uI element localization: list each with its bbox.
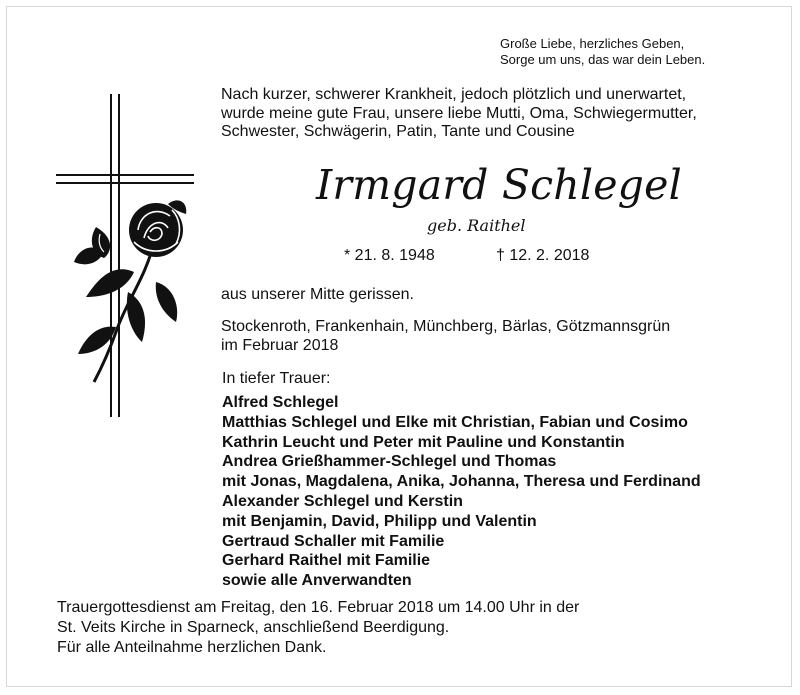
poem-line-2: Sorge um uns, das war dein Leben. (500, 52, 706, 67)
places-line-2: im Februar 2018 (221, 336, 339, 354)
service-line-3: Für alle Anteilnahme herzlichen Dank. (57, 639, 327, 656)
service-text (57, 598, 579, 658)
poem (500, 36, 705, 68)
maiden-name: geb. Raithel (427, 216, 526, 235)
mourner-line: Matthias Schlegel und Elke mit Christian, Fabian und Cosimo (222, 413, 688, 431)
mourner-line: sowie alle Anverwandten (222, 572, 412, 590)
places-text (221, 318, 670, 355)
mourner-line: Andrea Grießhammer-Schlegel und Thomas (222, 453, 557, 471)
mourner-line: mit Jonas, Magdalena, Anika, Johanna, Theresa und Ferdinand (222, 473, 701, 491)
death-date: † 12. 2. 2018 (496, 247, 590, 264)
poem-line-1: Große Liebe, herzliches Geben, (500, 36, 685, 51)
service-line-1: Trauergottesdienst am Freitag, den 16. Februar 2018 um 14.00 Uhr in der (57, 599, 580, 616)
birth-date: * 21. 8. 1948 (344, 247, 435, 264)
mourner-line: Alexander Schlegel und Kerstin (222, 492, 463, 510)
mourner-line: Kathrin Leucht und Peter mit Pauline und Konstantin (222, 433, 625, 451)
cross-with-rose-icon (56, 92, 196, 422)
deceased-name: Irmgard Schlegel (316, 161, 682, 209)
intro-line-2: wurde meine gute Frau, unsere liebe Mutti, Oma, Schwiegermutter, (221, 104, 697, 122)
mourner-line: Gerhard Raithel mit Familie (222, 552, 431, 570)
intro-line-3: Schwester, Schwägerin, Patin, Tante und Cousine (221, 123, 575, 140)
intro-line-1: Nach kurzer, schwerer Krankheit, jedoch plötzlich und unerwartet, (221, 86, 687, 103)
service-line-2: St. Veits Kirche in Sparneck, anschließend Beerdigung. (57, 619, 450, 636)
mourning-label: In tiefer Trauer: (222, 370, 331, 387)
mourner-line: mit Benjamin, David, Philipp und Valentin (222, 512, 537, 530)
mourner-line: Gertraud Schaller mit Familie (222, 532, 445, 550)
intro-text (221, 86, 697, 142)
places-line-1: Stockenroth, Frankenhain, Münchberg, Bärlas, Götzmannsgrün (221, 318, 671, 335)
mourners-list (222, 393, 701, 591)
mourner-line: Alfred Schlegel (222, 394, 339, 411)
taken-text: aus unserer Mitte gerissen. (221, 286, 414, 303)
